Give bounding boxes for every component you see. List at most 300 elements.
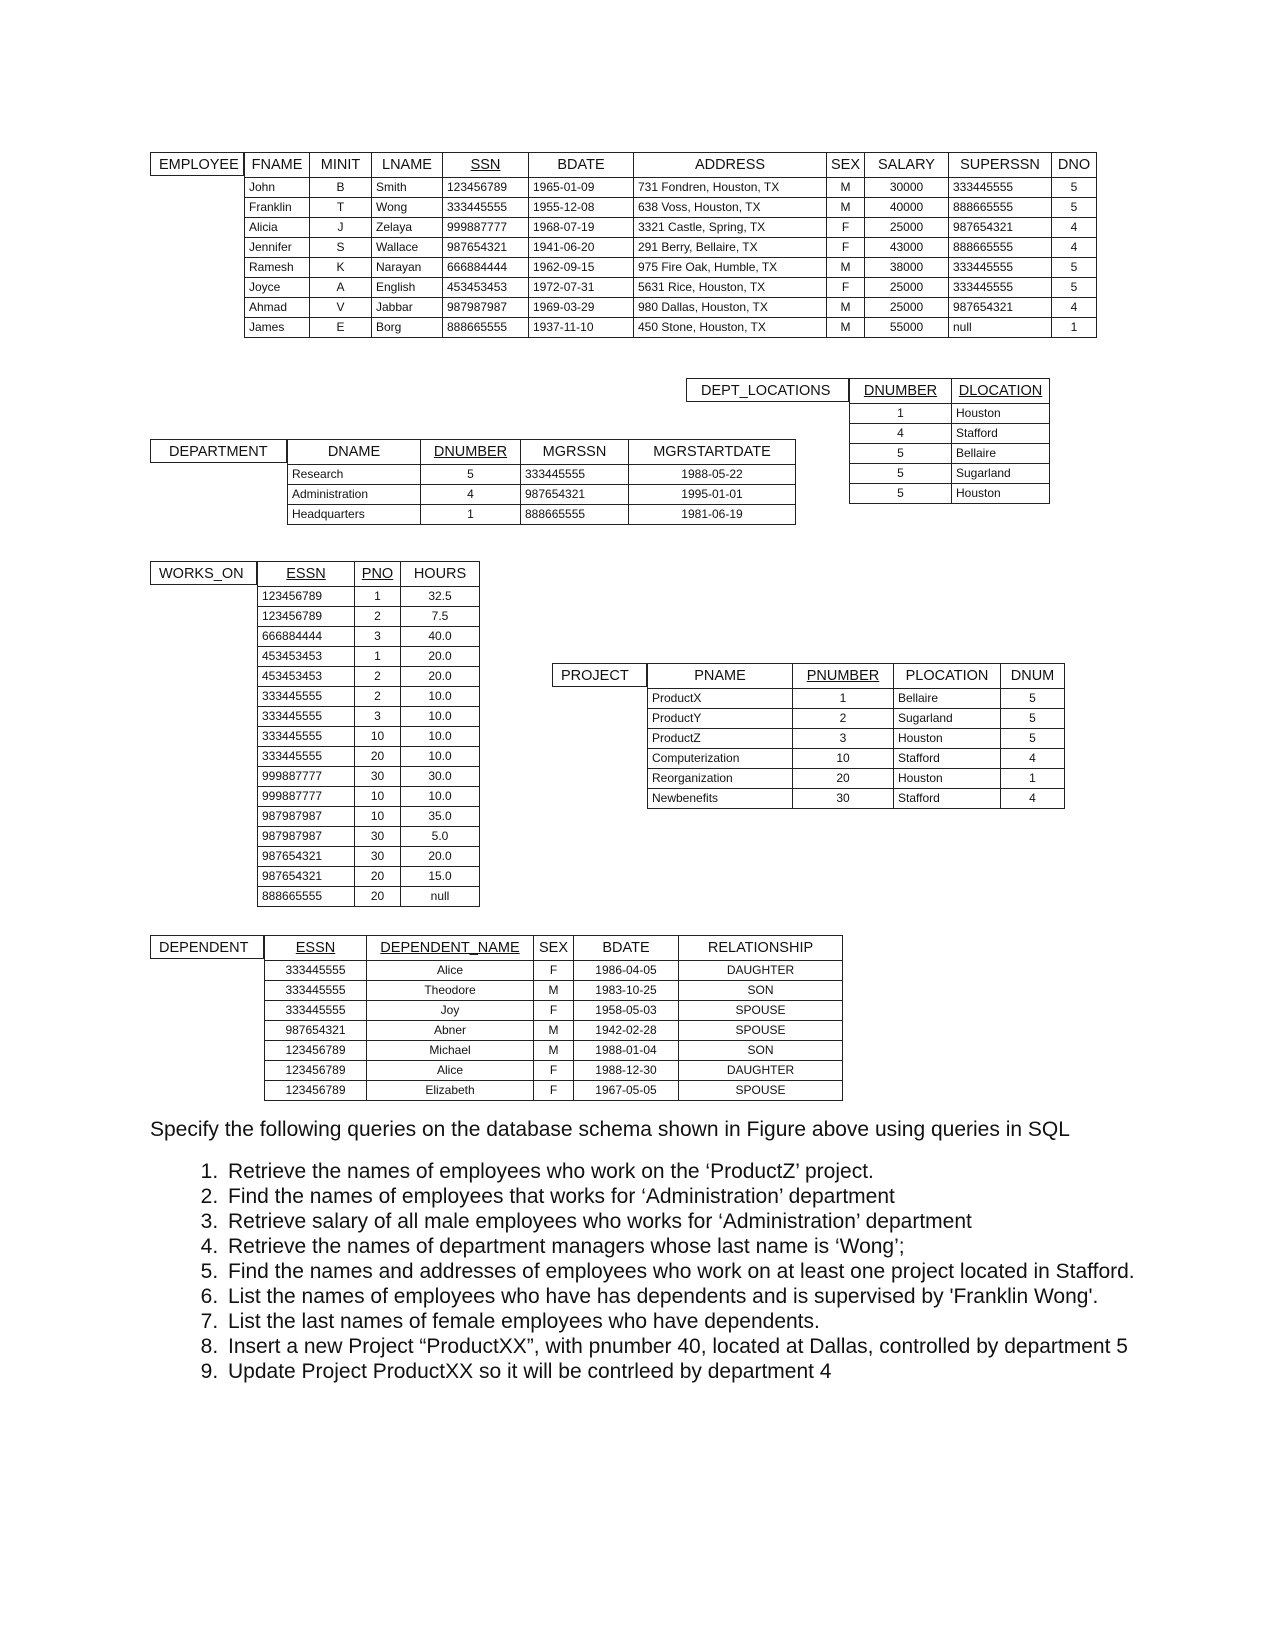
table-cell: 2 [355, 607, 401, 627]
table-cell: 987654321 [258, 867, 355, 887]
table-row [245, 258, 1097, 278]
project-table [647, 663, 1065, 809]
table-cell: Michael [367, 1041, 534, 1061]
dependent-col-sex: SEX [534, 936, 574, 961]
dept-locations-header-row [850, 379, 1050, 404]
table-cell: 333445555 [949, 258, 1052, 278]
department-header-row [288, 440, 796, 465]
table-cell: 1942-02-28 [574, 1021, 679, 1041]
table-cell: 333445555 [258, 687, 355, 707]
dependent-header-row [265, 936, 843, 961]
table-cell: M [827, 298, 865, 318]
table-cell: V [310, 298, 372, 318]
table-cell: 888665555 [949, 198, 1052, 218]
table-cell: Alicia [245, 218, 310, 238]
employee-col-dno: DNO [1052, 153, 1097, 178]
table-cell: Computerization [648, 749, 793, 769]
table-cell: Wong [372, 198, 443, 218]
table-cell: 38000 [865, 258, 949, 278]
table-row [258, 587, 480, 607]
table-cell: 1 [850, 404, 952, 424]
table-cell: 1 [421, 505, 521, 525]
dept-locations-table [849, 378, 1050, 504]
table-cell: 1955-12-08 [529, 198, 634, 218]
table-cell: 10.0 [401, 707, 480, 727]
table-cell: DAUGHTER [679, 961, 843, 981]
table-cell: 453453453 [258, 667, 355, 687]
table-row [288, 505, 796, 525]
table-cell: 3321 Castle, Spring, TX [634, 218, 827, 238]
questions-intro: Specify the following queries on the database schema shown in Figure above using queries in SQL [150, 1118, 1070, 1141]
table-cell: 5 [1001, 689, 1065, 709]
dependent-col-relationship: RELATIONSHIP [679, 936, 843, 961]
table-cell: 1995-01-01 [629, 485, 796, 505]
table-cell: Houston [894, 769, 1001, 789]
question-item: 6. List the names of employees who have has dependents and is supervised by 'Franklin Wong'. [224, 1284, 1150, 1309]
table-cell: 2 [355, 667, 401, 687]
table-cell: 291 Berry, Bellaire, TX [634, 238, 827, 258]
dependent-relation-name: DEPENDENT [150, 935, 264, 959]
table-row [258, 747, 480, 767]
table-cell: 975 Fire Oak, Humble, TX [634, 258, 827, 278]
table-cell: Stafford [894, 749, 1001, 769]
table-cell: 25000 [865, 298, 949, 318]
table-cell: 1 [1001, 769, 1065, 789]
employee-col-salary: SALARY [865, 153, 949, 178]
table-cell: Abner [367, 1021, 534, 1041]
table-cell: 7.5 [401, 607, 480, 627]
table-cell: 20 [355, 867, 401, 887]
employee-col-ssn [443, 153, 529, 178]
table-cell: 1 [1052, 318, 1097, 338]
dependent-col-essn [265, 936, 367, 961]
table-cell: 4 [1001, 789, 1065, 809]
table-cell: 55000 [865, 318, 949, 338]
table-cell: 1965-01-09 [529, 178, 634, 198]
table-cell: Reorganization [648, 769, 793, 789]
table-row [258, 667, 480, 687]
table-cell: Bellaire [894, 689, 1001, 709]
table-cell: 1988-01-04 [574, 1041, 679, 1061]
table-cell: E [310, 318, 372, 338]
table-cell: 987987987 [443, 298, 529, 318]
table-row [648, 789, 1065, 809]
table-cell: 5 [850, 444, 952, 464]
table-cell: 987654321 [265, 1021, 367, 1041]
table-cell: Houston [952, 484, 1050, 504]
table-row [850, 464, 1050, 484]
table-cell: 10 [355, 807, 401, 827]
department-col-mgrssn: MGRSSN [521, 440, 629, 465]
table-cell: Sugarland [894, 709, 1001, 729]
table-row [648, 729, 1065, 749]
table-row [850, 444, 1050, 464]
table-cell: null [401, 887, 480, 907]
table-cell: 1962-09-15 [529, 258, 634, 278]
project-relation-name: PROJECT [552, 663, 647, 687]
table-cell: 40.0 [401, 627, 480, 647]
table-cell: 333445555 [258, 727, 355, 747]
table-cell: 1981-06-19 [629, 505, 796, 525]
table-cell: T [310, 198, 372, 218]
table-cell: 888665555 [258, 887, 355, 907]
primary-key-label: SSN [470, 157, 501, 173]
table-cell: 333445555 [265, 981, 367, 1001]
table-cell: F [534, 1001, 574, 1021]
table-cell: 123456789 [443, 178, 529, 198]
table-cell: 987987987 [258, 827, 355, 847]
table-row [245, 318, 1097, 338]
table-cell: 333445555 [265, 1001, 367, 1021]
table-cell: 999887777 [258, 787, 355, 807]
table-cell: DAUGHTER [679, 1061, 843, 1081]
table-cell: M [827, 318, 865, 338]
table-cell: 4 [1052, 238, 1097, 258]
table-cell: 638 Voss, Houston, TX [634, 198, 827, 218]
table-cell: SPOUSE [679, 1021, 843, 1041]
question-item: 3. Retrieve salary of all male employees who works for ‘Administration’ department [224, 1209, 1150, 1234]
table-row [258, 807, 480, 827]
table-cell: ProductX [648, 689, 793, 709]
table-row [850, 424, 1050, 444]
table-cell: Administration [288, 485, 421, 505]
table-cell: Smith [372, 178, 443, 198]
table-cell: null [949, 318, 1052, 338]
question-item: 4. Retrieve the names of department managers whose last name is ‘Wong’; [224, 1234, 1150, 1259]
table-cell: 450 Stone, Houston, TX [634, 318, 827, 338]
table-cell: 333445555 [949, 178, 1052, 198]
table-cell: 1988-12-30 [574, 1061, 679, 1081]
works-on-table [257, 561, 480, 907]
table-cell: Research [288, 465, 421, 485]
table-cell: English [372, 278, 443, 298]
table-row [245, 218, 1097, 238]
employee-table [244, 152, 1097, 338]
table-cell: 980 Dallas, Houston, TX [634, 298, 827, 318]
department-col-dnumber [421, 440, 521, 465]
table-cell: 666884444 [443, 258, 529, 278]
table-cell: 999887777 [443, 218, 529, 238]
table-cell: 5 [850, 464, 952, 484]
table-cell: 25000 [865, 278, 949, 298]
table-cell: 999887777 [258, 767, 355, 787]
table-cell: 30 [355, 767, 401, 787]
table-row [258, 767, 480, 787]
table-row [245, 278, 1097, 298]
employee-col-fname: FNAME [245, 153, 310, 178]
table-cell: Houston [894, 729, 1001, 749]
table-cell: Franklin [245, 198, 310, 218]
table-row [258, 627, 480, 647]
table-cell: Headquarters [288, 505, 421, 525]
table-cell: 30 [355, 847, 401, 867]
department-col-mgrstartdate: MGRSTARTDATE [629, 440, 796, 465]
table-row [258, 867, 480, 887]
table-cell: Wallace [372, 238, 443, 258]
project-col-dnum: DNUM [1001, 664, 1065, 689]
primary-key-label: DEPENDENT_NAME [380, 940, 520, 956]
table-cell: Joy [367, 1001, 534, 1021]
table-cell: Elizabeth [367, 1081, 534, 1101]
table-cell: 4 [1052, 218, 1097, 238]
table-cell: 123456789 [258, 587, 355, 607]
table-cell: 5 [1052, 278, 1097, 298]
table-row [258, 707, 480, 727]
table-row [850, 404, 1050, 424]
table-cell: 3 [355, 707, 401, 727]
project-col-pname: PNAME [648, 664, 793, 689]
table-cell: 1972-07-31 [529, 278, 634, 298]
table-row [648, 689, 1065, 709]
table-cell: K [310, 258, 372, 278]
table-cell: Ramesh [245, 258, 310, 278]
table-cell: 1967-05-05 [574, 1081, 679, 1101]
works-on-col-hours: HOURS [401, 562, 480, 587]
table-cell: 30 [355, 827, 401, 847]
table-cell: 5 [1001, 709, 1065, 729]
table-row [288, 465, 796, 485]
table-cell: SON [679, 1041, 843, 1061]
table-cell: 888665555 [949, 238, 1052, 258]
table-cell: Theodore [367, 981, 534, 1001]
table-cell: Joyce [245, 278, 310, 298]
table-cell: 333445555 [521, 465, 629, 485]
table-cell: Alice [367, 961, 534, 981]
table-cell: 30 [793, 789, 894, 809]
table-cell: 5 [850, 484, 952, 504]
question-item: 8. Insert a new Project “ProductXX”, with pnumber 40, located at Dallas, controlled by department 5 [224, 1334, 1150, 1359]
table-cell: ProductZ [648, 729, 793, 749]
department-table [287, 439, 796, 525]
table-row [258, 847, 480, 867]
employee-col-lname: LNAME [372, 153, 443, 178]
table-cell: 123456789 [265, 1081, 367, 1101]
table-cell: M [827, 198, 865, 218]
table-cell: F [534, 961, 574, 981]
table-cell: B [310, 178, 372, 198]
table-cell: 987654321 [521, 485, 629, 505]
table-cell: 20 [793, 769, 894, 789]
primary-key-label: PNUMBER [806, 668, 880, 684]
table-cell: 1941-06-20 [529, 238, 634, 258]
table-cell: 1 [355, 647, 401, 667]
table-cell: 123456789 [265, 1061, 367, 1081]
table-row [648, 749, 1065, 769]
table-row [258, 687, 480, 707]
table-cell: 25000 [865, 218, 949, 238]
dept-locations-relation-name: DEPT_LOCATIONS [686, 378, 849, 402]
table-cell: James [245, 318, 310, 338]
table-cell: 10.0 [401, 747, 480, 767]
employee-col-bdate: BDATE [529, 153, 634, 178]
table-cell: 333445555 [265, 961, 367, 981]
table-cell: 15.0 [401, 867, 480, 887]
table-cell: 4 [1052, 298, 1097, 318]
table-row [265, 1001, 843, 1021]
table-cell: J [310, 218, 372, 238]
table-cell: Narayan [372, 258, 443, 278]
table-cell: 5.0 [401, 827, 480, 847]
table-cell: 10.0 [401, 727, 480, 747]
table-row [648, 709, 1065, 729]
table-cell: 987654321 [949, 218, 1052, 238]
table-row [265, 1041, 843, 1061]
dependent-col-bdate: BDATE [574, 936, 679, 961]
question-item: 5. Find the names and addresses of employees who work on at least one project located in Stafford. [224, 1259, 1150, 1284]
table-cell: 888665555 [521, 505, 629, 525]
table-cell: 5 [1052, 258, 1097, 278]
table-cell: SON [679, 981, 843, 1001]
table-cell: Stafford [952, 424, 1050, 444]
table-cell: Houston [952, 404, 1050, 424]
table-row [258, 887, 480, 907]
primary-key-label: DNUMBER [863, 383, 938, 399]
table-row [265, 1081, 843, 1101]
table-cell: 333445555 [258, 747, 355, 767]
primary-key-label: ESSN [295, 940, 336, 956]
works-on-col-pno [355, 562, 401, 587]
table-cell: 10.0 [401, 687, 480, 707]
table-cell: 1958-05-03 [574, 1001, 679, 1021]
table-cell: 10 [793, 749, 894, 769]
table-cell: 30.0 [401, 767, 480, 787]
table-cell: 1969-03-29 [529, 298, 634, 318]
questions-list [150, 1159, 1150, 1384]
table-cell: 10.0 [401, 787, 480, 807]
table-cell: 3 [355, 627, 401, 647]
table-row [245, 238, 1097, 258]
table-cell: M [827, 258, 865, 278]
table-row [258, 647, 480, 667]
question-item: 2. Find the names of employees that works for ‘Administration’ department [224, 1184, 1150, 1209]
employee-header-row [245, 153, 1097, 178]
table-cell: 453453453 [443, 278, 529, 298]
table-cell: 987654321 [949, 298, 1052, 318]
works-on-relation-name: WORKS_ON [150, 561, 257, 585]
table-cell: 987987987 [258, 807, 355, 827]
table-cell: 40000 [865, 198, 949, 218]
table-cell: 3 [793, 729, 894, 749]
table-row [850, 484, 1050, 504]
table-cell: 4 [1001, 749, 1065, 769]
table-cell: 123456789 [258, 607, 355, 627]
table-cell: S [310, 238, 372, 258]
project-header-row [648, 664, 1065, 689]
table-cell: 20 [355, 747, 401, 767]
table-row [648, 769, 1065, 789]
primary-key-label: ESSN [286, 566, 326, 582]
table-cell: 2 [793, 709, 894, 729]
table-cell: 4 [850, 424, 952, 444]
table-cell: 1983-10-25 [574, 981, 679, 1001]
table-cell: Sugarland [952, 464, 1050, 484]
primary-key-label: DLOCATION [958, 383, 1043, 399]
table-row [258, 607, 480, 627]
table-cell: F [534, 1081, 574, 1101]
table-cell: John [245, 178, 310, 198]
table-cell: 10 [355, 727, 401, 747]
table-cell: F [827, 278, 865, 298]
table-cell: Alice [367, 1061, 534, 1081]
questions-section [150, 1118, 1150, 1384]
table-cell: M [827, 178, 865, 198]
table-row [245, 178, 1097, 198]
dept-locations-col-dlocation [952, 379, 1050, 404]
table-cell: 666884444 [258, 627, 355, 647]
table-row [258, 727, 480, 747]
project-col-plocation: PLOCATION [894, 664, 1001, 689]
table-cell: M [534, 981, 574, 1001]
table-cell: 20.0 [401, 667, 480, 687]
employee-relation-name: EMPLOYEE [150, 152, 244, 176]
table-row [258, 827, 480, 847]
works-on-col-essn [258, 562, 355, 587]
table-cell: 1988-05-22 [629, 465, 796, 485]
table-row [265, 961, 843, 981]
primary-key-label: PNO [361, 566, 394, 582]
dependent-table [264, 935, 843, 1101]
question-item: 7. List the last names of female employees who have dependents. [224, 1309, 1150, 1334]
table-cell: 1 [355, 587, 401, 607]
table-cell: F [827, 218, 865, 238]
table-cell: F [534, 1061, 574, 1081]
employee-col-sex: SEX [827, 153, 865, 178]
table-cell: 35.0 [401, 807, 480, 827]
table-cell: 5 [421, 465, 521, 485]
department-col-dname: DNAME [288, 440, 421, 465]
table-row [265, 1021, 843, 1041]
table-cell: 123456789 [265, 1041, 367, 1061]
table-cell: 1937-11-10 [529, 318, 634, 338]
employee-col-address: ADDRESS [634, 153, 827, 178]
table-cell: 20 [355, 887, 401, 907]
table-row [245, 198, 1097, 218]
table-cell: 32.5 [401, 587, 480, 607]
table-cell: Borg [372, 318, 443, 338]
table-cell: 333445555 [258, 707, 355, 727]
table-cell: 453453453 [258, 647, 355, 667]
table-cell: 10 [355, 787, 401, 807]
table-cell: 4 [421, 485, 521, 505]
table-cell: 20.0 [401, 847, 480, 867]
table-row [265, 1061, 843, 1081]
employee-col-minit: MINIT [310, 153, 372, 178]
table-cell: 20.0 [401, 647, 480, 667]
table-cell: 2 [355, 687, 401, 707]
table-cell: SPOUSE [679, 1001, 843, 1021]
table-cell: Jabbar [372, 298, 443, 318]
dept-locations-col-dnumber [850, 379, 952, 404]
table-cell: 987654321 [258, 847, 355, 867]
table-cell: 1986-04-05 [574, 961, 679, 981]
table-cell: M [534, 1041, 574, 1061]
table-cell: F [827, 238, 865, 258]
question-item: 9. Update Project ProductXX so it will be contrleed by department 4 [224, 1359, 1150, 1384]
table-cell: 731 Fondren, Houston, TX [634, 178, 827, 198]
table-cell: Newbenefits [648, 789, 793, 809]
table-cell: 333445555 [949, 278, 1052, 298]
table-row [265, 981, 843, 1001]
table-cell: 888665555 [443, 318, 529, 338]
table-cell: M [534, 1021, 574, 1041]
employee-col-superssn: SUPERSSN [949, 153, 1052, 178]
table-cell: 333445555 [443, 198, 529, 218]
table-cell: 5 [1052, 198, 1097, 218]
table-cell: 30000 [865, 178, 949, 198]
table-row [258, 787, 480, 807]
dependent-col-dependent-name [367, 936, 534, 961]
table-cell: 43000 [865, 238, 949, 258]
